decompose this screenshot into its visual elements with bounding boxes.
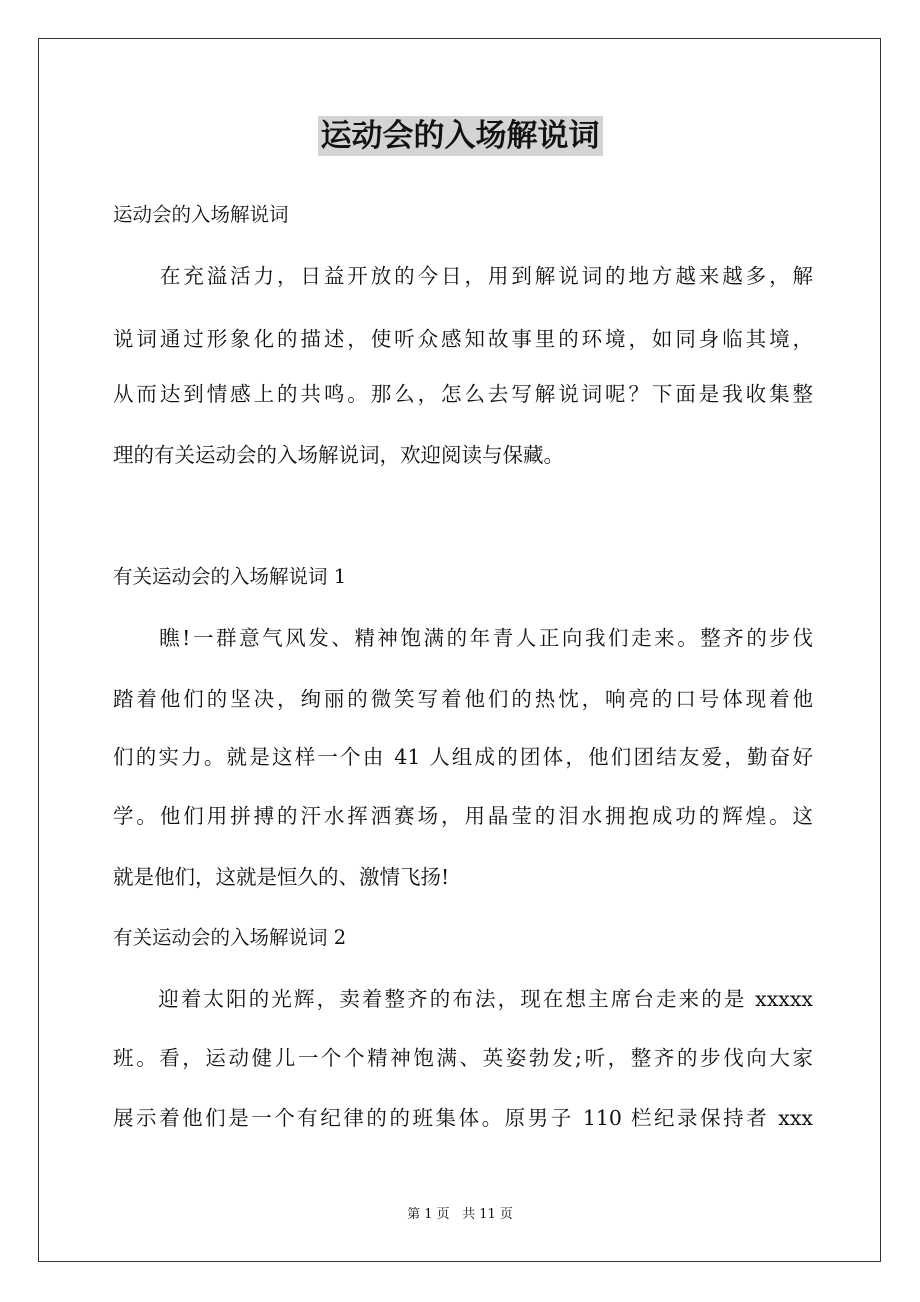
section-1-line: 踏着他们的坚决，绚丽的微笑写着他们的热忱，响亮的口号体现着他 [113,687,813,711]
document-subtitle: 运动会的入场解说词 [113,203,289,226]
intro-line: 说词通过形象化的描述，使听众感知故事里的环境，如同身临其境， [113,327,813,351]
page-number: 第 1 页 [407,1207,450,1222]
section-1-line: 们的实力。就是这样一个由 41 人组成的团体，他们团结友爱，勤奋好 [113,745,813,769]
intro-line: 在充溢活力，日益开放的今日，用到解说词的地方越来越多，解 [113,264,813,288]
section-2-line: 班。看，运动健儿一个个精神饱满、英姿勃发;听，整齐的步伐向大家 [113,1046,813,1070]
title-block [0,116,920,156]
section-2-line: 展示着他们是一个有纪律的的班集体。原男子 110 栏纪录保持者 xxx [113,1106,813,1130]
section-1-line: 学。他们用拼搏的汗水挥洒赛场，用晶莹的泪水拥抱成功的辉煌。这 [113,804,813,828]
section-1-line: 瞧!一群意气风发、精神饱满的年青人正向我们走来。整齐的步伐 [113,626,813,650]
document-title: 运动会的入场解说词 [318,116,603,156]
section-2-line: 迎着太阳的光辉，卖着整齐的布法，现在想主席台走来的是 xxxxx [113,987,813,1011]
section-heading-2: 有关运动会的入场解说词 2 [113,926,347,949]
intro-line: 从而达到情感上的共鸣。那么，怎么去写解说词呢？下面是我收集整 [113,382,813,406]
intro-line: 理的有关运动会的入场解说词，欢迎阅读与保藏。 [113,443,564,467]
section-heading-1: 有关运动会的入场解说词 1 [113,565,347,588]
section-1-line: 就是他们，这就是恒久的、激情飞扬! [113,865,450,889]
page-footer [0,1206,920,1224]
page-total: 共 11 页 [462,1207,513,1222]
